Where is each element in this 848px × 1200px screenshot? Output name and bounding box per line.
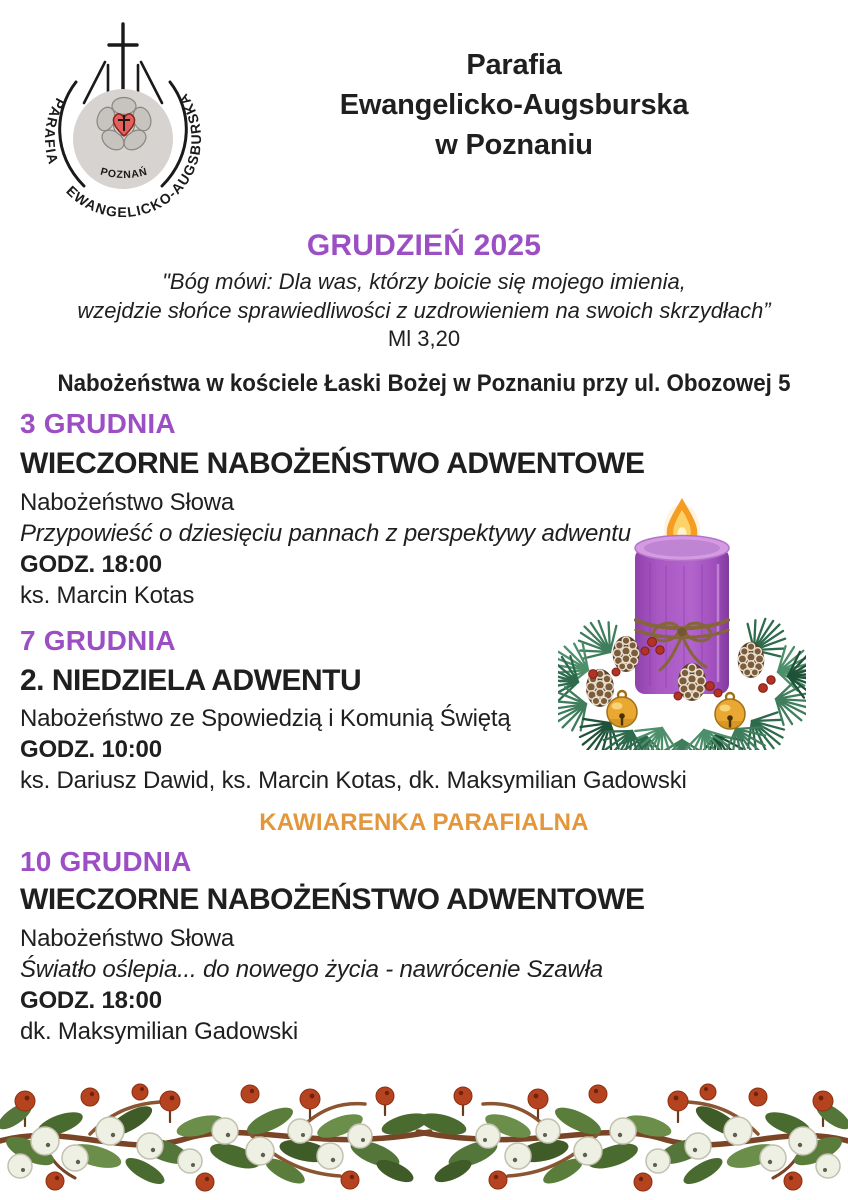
event-date: 7 GRUDNIA (20, 625, 176, 656)
event-time: GODZ. 18:00 (20, 987, 162, 1014)
title-line-2: Ewangelicko-Augsburska (339, 89, 689, 121)
quote-line-1: "Bóg mówi: Dla was, którzy boicie się mojego imienia, (162, 269, 686, 294)
logo-ring-word2: EWANGELICKO-AUGSBURSKA (63, 90, 205, 221)
event-clergy: dk. Maksymilian Gadowski (20, 1018, 298, 1045)
event-time: GODZ. 10:00 (20, 736, 162, 763)
event-type: Nabożeństwo ze Spowiedzią i Komunią Świętą (20, 705, 511, 732)
event-clergy: ks. Dariusz Dawid, ks. Marcin Kotas, dk. Maksymilian Gadowski (20, 767, 687, 794)
advent-candle-illustration (558, 490, 806, 750)
event-theme: Światło oślepia... do nowego życia - nawrócenie Szawła (20, 956, 603, 983)
event-date: 3 GRUDNIA (20, 408, 176, 439)
quote-reference: Ml 3,20 (387, 326, 461, 351)
mistletoe-garland (0, 1070, 848, 1200)
event-time: GODZ. 18:00 (20, 551, 162, 578)
event-type: Nabożeństwo Słowa (20, 489, 235, 516)
event-10-grudnia (20, 846, 828, 1047)
event-title: WIECZORNE NABOŻEŃSTWO ADWENTOWE (20, 883, 645, 916)
location-line: Nabożeństwa w kościele Łaski Bożej w Poznaniu przy ul. Obozowej 5 (57, 370, 791, 397)
event-type: Nabożeństwo Słowa (20, 925, 235, 952)
page-title (180, 0, 848, 165)
parish-cafe-note: KAWIARENKA PARAFIALNA (259, 809, 589, 836)
title-line-3: w Poznaniu (435, 129, 593, 161)
logo-ring-word1: PARAFIA (41, 95, 69, 167)
event-date: 10 GRUDNIA (20, 846, 192, 877)
parish-logo (18, 2, 233, 230)
event-title: WIECZORNE NABOŻEŃSTWO ADWENTOWE (20, 447, 645, 480)
event-theme: Przypowieść o dziesięciu pannach z perspektywy adwentu (20, 520, 631, 547)
quote-line-2: wzejdzie słońce sprawiedliwości z uzdrowieniem na swoich skrzydłach” (77, 298, 771, 323)
event-title: 2. NIEDZIELA ADWENTU (20, 664, 362, 697)
event-clergy: ks. Marcin Kotas (20, 582, 195, 609)
month-heading: GRUDZIEŃ 2025 (306, 229, 542, 262)
title-line-1: Parafia (466, 49, 562, 81)
scripture-quote (0, 267, 848, 353)
logo-city-label: POZNAŃ (99, 165, 149, 182)
